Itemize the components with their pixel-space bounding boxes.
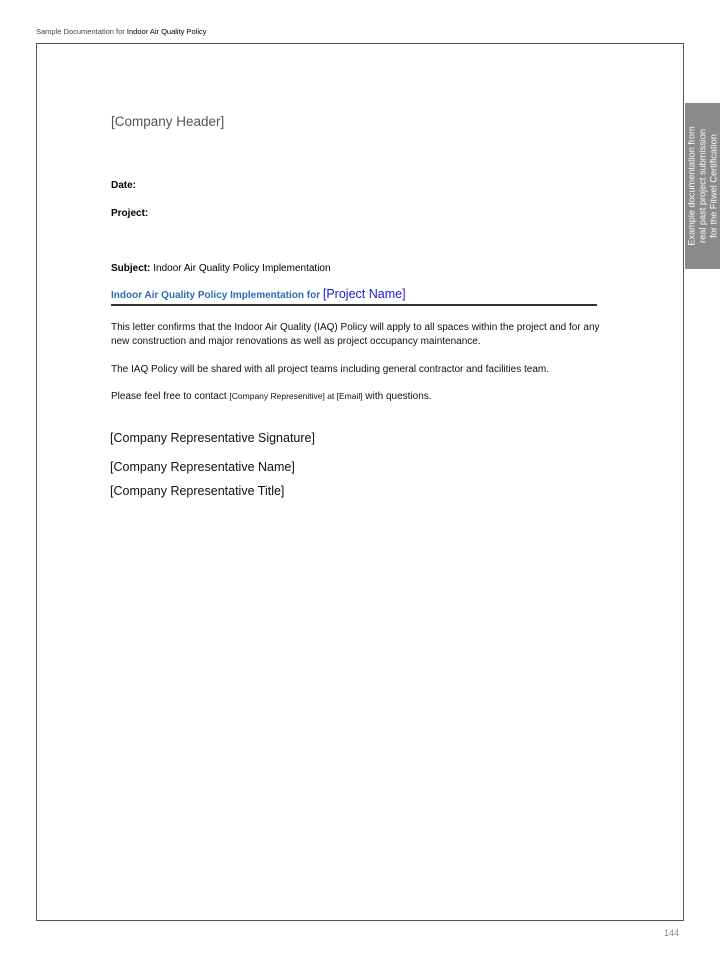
representative-name: [Company Representative Name] [110,460,295,474]
section-divider [111,304,597,306]
side-tab-line-3: for the Fitwel Certification [708,134,718,238]
paragraph-sharing: The IAQ Policy will be shared with all project teams including general contractor and facilities team. [111,364,549,375]
project-field [111,208,148,219]
subject-text: Indoor Air Quality Policy Implementation [150,263,331,274]
contact-after: with questions. [362,391,432,402]
letter-frame [36,43,684,921]
contact-representative: [Company Represenitive] at [Email] [229,391,363,401]
running-header [36,27,207,36]
side-tab-line-2: real past project submission [697,129,707,243]
representative-title: [Company Representative Title] [110,484,285,498]
date-label: Date: [111,180,137,191]
side-tab-text [686,126,719,246]
subject-line [111,263,331,274]
section-title [111,287,406,301]
signature-placeholder: [Company Representative Signature] [110,431,315,445]
page-number: 144 [664,928,680,938]
date-field [111,180,136,191]
side-tab [685,103,720,269]
side-tab-line-1: Example documentation from [686,126,696,246]
paragraph-contact [111,390,611,404]
project-name-placeholder: [Project Name] [322,287,406,301]
running-header-prefix: Sample Documentation for [36,27,127,36]
project-label: Project: [111,208,149,219]
section-title-text: Indoor Air Quality Policy Implementation for [111,290,323,301]
company-header: [Company Header] [111,114,225,129]
paragraph-confirmation: This letter confirms that the Indoor Air Quality (IAQ) Policy will apply to all spaces within the project and for any new construction and major renovations as well as project occupancy maintenance. [111,322,600,347]
running-header-subject: Indoor Air Quality Policy [126,27,207,36]
subject-label: Subject: [111,263,151,274]
contact-before: Please feel free to contact [111,391,230,402]
